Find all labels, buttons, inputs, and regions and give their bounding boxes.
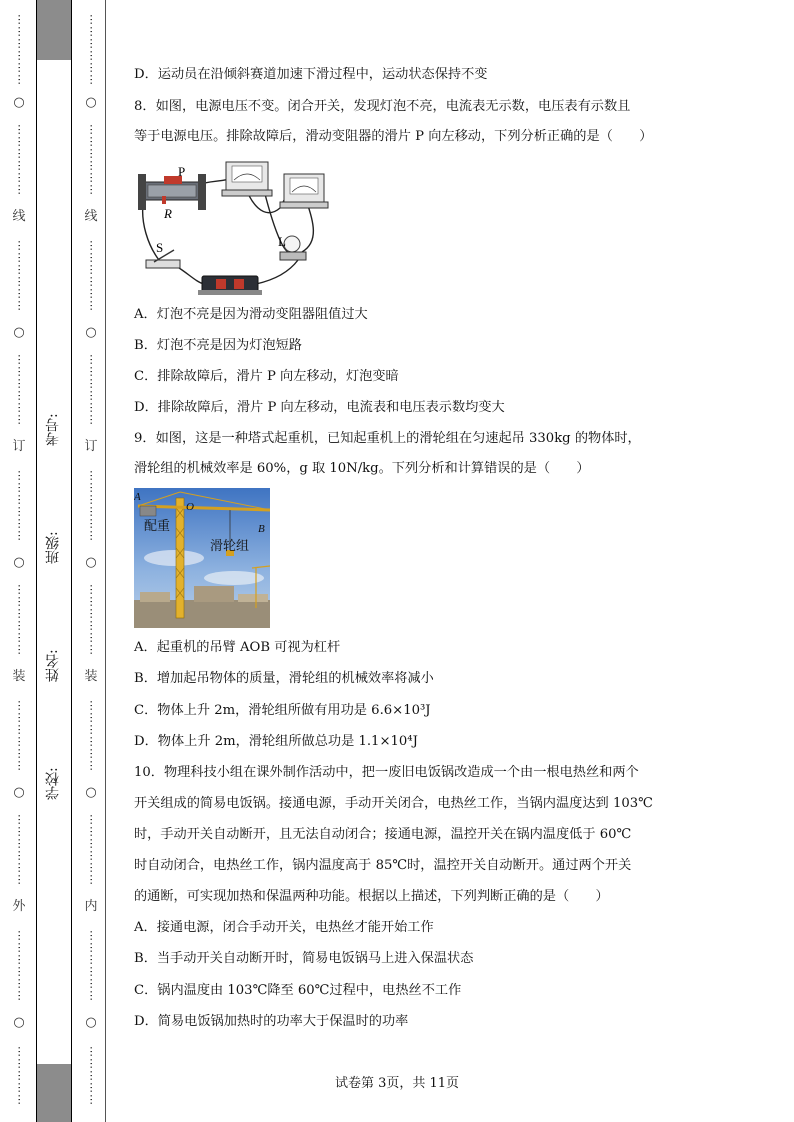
seal-mark-wai: 外 [12,899,26,914]
q9-stem-line1: 9．如图，这是一种塔式起重机，已知起重机上的滑轮组在匀速起吊 330kg 的物体时， [134,431,641,446]
q10-stem-line1: 10．物理科技小组在课外制作活动中，把一废旧电饭锅改造成一个由一根电热丝和两个 [134,765,639,780]
rheostat [138,174,206,210]
seal-circle: ○ [85,785,97,800]
seal-circle: ○ [13,95,25,110]
dotted-line: ⋯⋯⋯⋯⋯⋯ [85,354,98,426]
dotted-line: ⋯⋯⋯⋯⋯⋯ [85,700,98,772]
outer-seal-column [12,0,26,1122]
resistor-label: R [164,206,172,221]
pulley-block-label: 滑轮组 [210,539,250,554]
dotted-line: ⋯⋯⋯⋯⋯⋯ [13,470,26,542]
seal-circle: ○ [85,95,97,110]
q8-stem-line1: 8．如图，电源电压不变。闭合开关，发现灯泡不亮，电流表无示数，电压表有示数且 [134,99,631,114]
seal-mark-xian: 线 [84,209,98,224]
seal-mark-ding: 订 [84,439,98,454]
q8-option-a: A．灯泡不亮是因为滑动变阻器阻值过大 [134,307,368,322]
gray-block-top [37,0,71,60]
exam-number-label: 考号: [45,413,61,447]
q10-option-c: C．锅内温度由 103℃降至 60℃过程中，电热丝不工作 [134,983,462,998]
dotted-line: ⋯⋯⋯⋯⋯⋯ [85,584,98,656]
seal-circle: ○ [85,555,97,570]
seal-circle: ○ [13,555,25,570]
seal-mark-nei: 内 [84,899,98,914]
q10-option-b: B．当手动开关自动断开时，简易电饭锅马上进入保温状态 [134,951,474,966]
dotted-line: ⋯⋯⋯⋯⋯⋯ [13,14,26,86]
dotted-line: ⋯⋯⋯⋯⋯⋯ [13,354,26,426]
seal-circle: ○ [13,325,25,340]
seal-circle: ○ [13,785,25,800]
seal-mark-zhuang: 装 [84,669,98,684]
point-a-label: A [134,491,141,503]
q7-option-d: D．运动员在沿倾斜赛道加速下滑过程中，运动状态保持不变 [134,67,488,82]
q10-stem-line2: 开关组成的简易电饭锅。接通电源，手动开关闭合，电热丝工作，当锅内温度达到 103℃ [134,796,653,811]
dotted-line: ⋯⋯⋯⋯⋯ [13,1046,26,1106]
page-footer: 试卷第 3页，共 11页 [334,1076,460,1091]
point-b-label: B [258,523,265,535]
q9-option-c: C．物体上升 2m，滑轮组所做有用功是 6.6×10³J [134,703,431,718]
q9-option-d: D．物体上升 2m，滑轮组所做总功是 1.1×10⁴J [134,734,418,749]
q10-stem-line3: 时，手动开关自动断开，且无法自动闭合；接通电源，温控开关在锅内温度低于 60℃ [134,827,632,842]
dotted-line: ⋯⋯⋯⋯⋯⋯ [85,930,98,1002]
q8-option-b: B．灯泡不亮是因为灯泡短路 [134,338,302,353]
ammeter [222,162,272,196]
dotted-line: ⋯⋯⋯⋯⋯⋯ [13,814,26,886]
seal-mark-xian: 线 [12,209,26,224]
q9-option-a: A．起重机的吊臂 AOB 可视为杠杆 [134,640,341,655]
q10-option-d: D．简易电饭锅加热时的功率大于保温时的功率 [134,1014,409,1029]
q10-stem-line5: 的通断，可实现加热和保温两种功能。根据以上描述，下列判断正确的是（ ） [134,889,609,904]
dotted-line: ⋯⋯⋯⋯⋯⋯ [85,14,98,86]
dotted-line: ⋯⋯⋯⋯⋯ [85,1046,98,1106]
q10-stem-line4: 时自动闭合，电热丝工作，锅内温度高于 85℃时，温控开关自动断开。通过两个开关 [134,858,632,873]
dotted-line: ⋯⋯⋯⋯⋯⋯ [13,930,26,1002]
point-o-label: O [186,501,194,513]
inner-seal-column [84,0,98,1122]
q8-circuit-figure [134,152,334,300]
switch-label: S [156,240,164,255]
seal-circle: ○ [13,1015,25,1030]
q8-option-c: C．排除故障后，滑片 P 向左移动，灯泡变暗 [134,369,399,384]
seal-mark-ding: 订 [12,439,26,454]
school-label: 学校: [45,767,61,801]
voltmeter [280,174,328,208]
counterweight-label: 配重 [144,519,171,534]
seal-circle: ○ [85,325,97,340]
battery [198,276,262,295]
bulb-label: L [278,234,286,249]
q9-option-b: B．增加起吊物体的质量，滑轮组的机械效率将减小 [134,671,434,686]
dotted-line: ⋯⋯⋯⋯⋯⋯ [13,584,26,656]
dotted-line: ⋯⋯⋯⋯⋯⋯ [13,240,26,312]
dotted-line: ⋯⋯⋯⋯⋯⋯ [85,814,98,886]
name-label: 姓名: [45,649,61,683]
student-info-column [36,0,72,1122]
binding-margin [0,0,106,1122]
class-label: 班级: [45,531,61,565]
dotted-line: ⋯⋯⋯⋯⋯⋯ [13,700,26,772]
margin-border [105,0,106,1122]
q9-crane-photo [134,488,270,628]
seal-circle: ○ [85,1015,97,1030]
dotted-line: ⋯⋯⋯⋯⋯⋯ [85,240,98,312]
dotted-line: ⋯⋯⋯⋯⋯⋯ [85,470,98,542]
q8-stem-line2: 等于电源电压。排除故障后，滑动变阻器的滑片 P 向左移动，下列分析正确的是（ ） [134,129,653,144]
slider-label: P [178,164,186,179]
q8-option-d: D．排除故障后，滑片 P 向左移动，电流表和电压表示数均变大 [134,400,505,415]
dotted-line: ⋯⋯⋯⋯⋯⋯ [85,124,98,196]
dotted-line: ⋯⋯⋯⋯⋯⋯ [13,124,26,196]
seal-mark-zhuang: 装 [12,669,26,684]
q10-option-a: A．接通电源，闭合手动开关，电热丝才能开始工作 [134,920,434,935]
q9-stem-line2: 滑轮组的机械效率是 60%，g 取 10N/kg。下列分析和计算错误的是（ ） [134,461,590,476]
